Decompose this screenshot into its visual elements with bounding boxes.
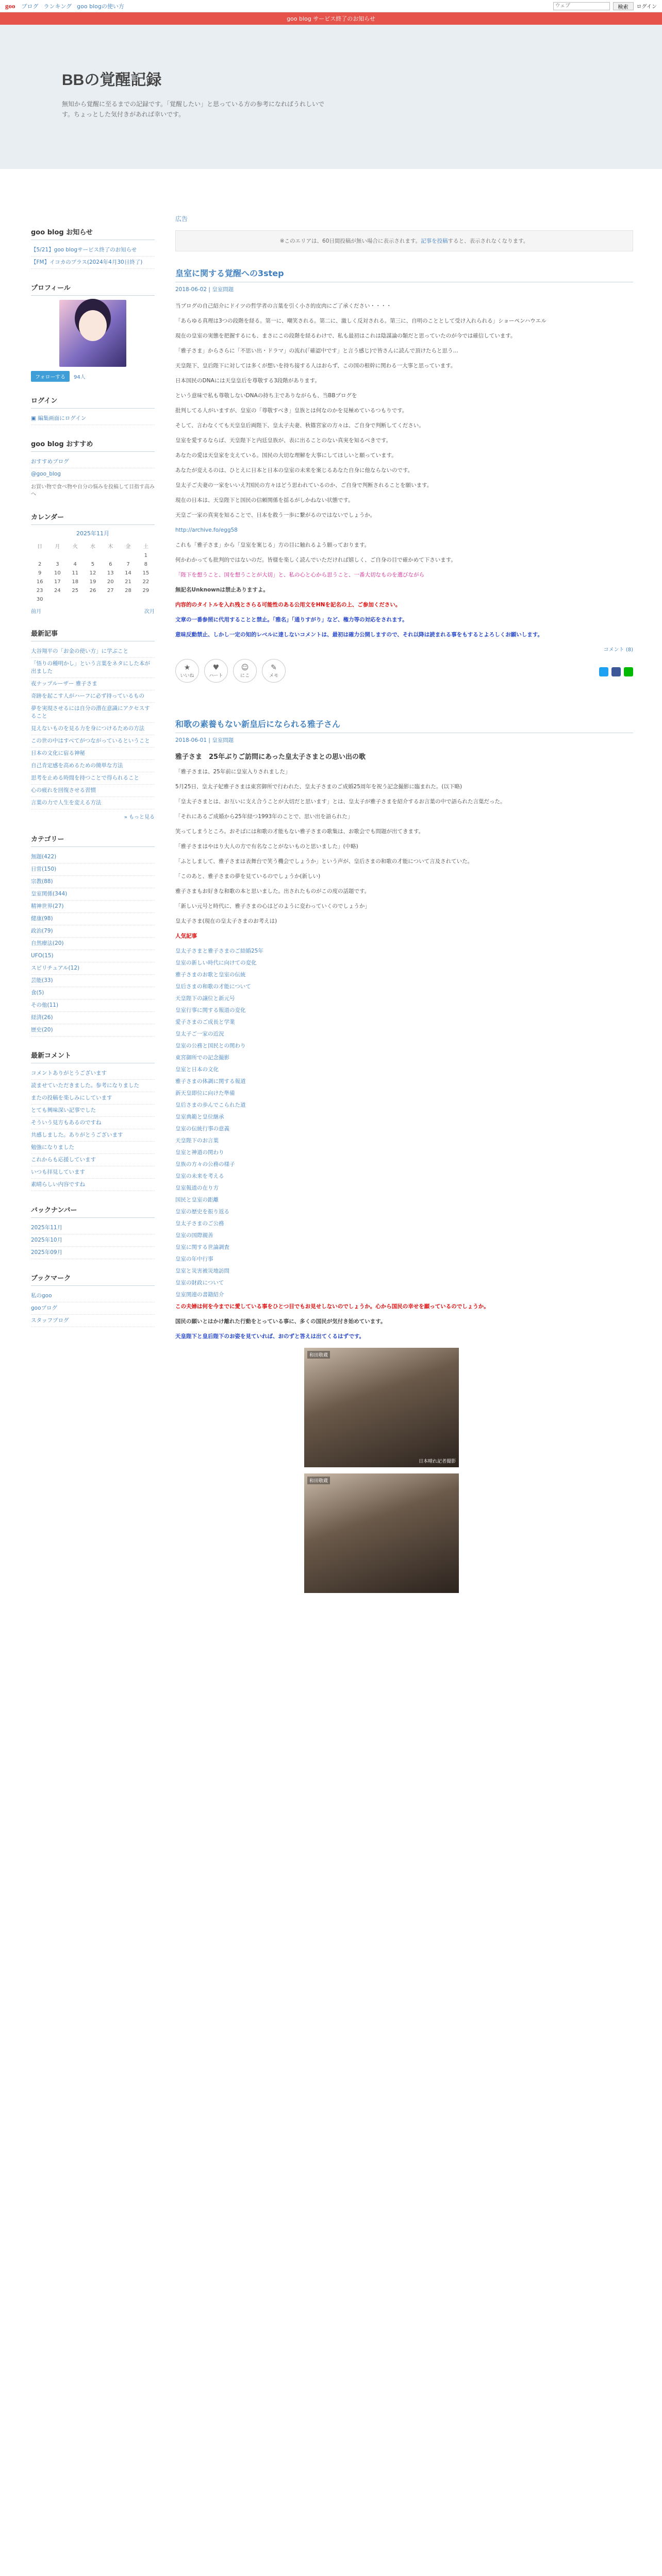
photo-2-watermark: 和田敬蔵 — [307, 1477, 330, 1484]
post-paragraph: 天皇ご一家の真実を知ることで、日本を救う一歩に繋がるのではないでしょうか。 — [175, 512, 376, 518]
calendar-table — [31, 540, 155, 604]
calendar-weekday: 日 — [37, 544, 43, 550]
post-paragraph: 皇太子ご夫妻の一家をいいえ?国民の方々はどう思われているのか、ご自身で判断されることを願います。 — [175, 482, 433, 488]
related-article-link[interactable]: 皇室と日本の文化 — [175, 1066, 219, 1073]
reaction-icon: ☺ — [241, 663, 249, 672]
edit-icon: ▣ — [31, 415, 38, 421]
related-article-link[interactable]: 皇太子さまと雅子さまのご結婚25年 — [175, 948, 263, 954]
related-article-link[interactable]: 愛子さまのご成長と学業 — [175, 1019, 235, 1025]
recent-article-item[interactable]: 自己肯定感を高めるための簡単な方法 — [31, 760, 155, 772]
calendar-day[interactable]: 18 — [72, 579, 79, 585]
post-paragraph: 天皇陛下、皇后陛下に対しては多くが想いを持ち接する人はおらず、この国の根幹に関わる一大事と思っています。 — [175, 363, 456, 369]
calendar-day[interactable]: 14 — [125, 570, 131, 576]
sidebar-categories — [31, 834, 155, 1037]
calendar-day — [137, 595, 155, 604]
post-paragraph: 「あらゆる真理は3つの段階を経る。第一に、嘲笑される。第二に、激しく反対される。第三に、自明のこととして受け入れられる」ショーペンハウエル — [175, 318, 547, 324]
calendar-day[interactable]: 11 — [72, 570, 79, 576]
blog-title[interactable]: BBの覚醒記録 — [62, 72, 162, 89]
comment-item[interactable]: 勉強になりました — [31, 1142, 155, 1154]
service-end-banner[interactable] — [0, 12, 662, 25]
related-article-link[interactable]: 皇族の方々の公務の様子 — [175, 1161, 235, 1167]
calendar-day — [102, 551, 119, 560]
recommend-footer[interactable]: お買い物で食べ物や自分の悩みを投稿して目指す高みへ — [31, 484, 155, 497]
calendar-day — [84, 595, 102, 604]
calendar-day[interactable]: 28 — [125, 588, 131, 594]
goo-logo[interactable]: goo — [5, 2, 15, 10]
post-1-after-link-1: これも「雅子さま」から「皇室を案じる」方の目に触れるよう願っております。 — [175, 542, 370, 548]
post-2-list-label: 人気記事 — [175, 933, 197, 939]
calendar-day[interactable]: 16 — [36, 579, 43, 585]
recent-article-item[interactable]: 夢を実現させるには自分の潜在意識にアクセスすること — [31, 703, 155, 723]
comment-list — [31, 1067, 155, 1191]
calendar-day[interactable]: 10 — [54, 570, 61, 576]
recent-article-item[interactable]: この世の中はすべてがつながっているということ — [31, 735, 155, 748]
post-1-archive-link[interactable]: http://archive.fo/egg58 — [175, 527, 238, 533]
calendar-day[interactable]: 24 — [54, 588, 61, 594]
main-column — [175, 214, 633, 1615]
category-item[interactable]: UFO(15) — [31, 950, 155, 962]
sidebar-heading-bookmark: ブックマーク — [31, 1273, 155, 1286]
reaction-button[interactable] — [204, 659, 228, 683]
profile-avatar[interactable] — [59, 300, 126, 367]
sidebar — [31, 227, 155, 1341]
post-paragraph: 批判してる人がいますが、皇室の「尊敬すべき」皇族とは何なのかを見極めているつもりです。 — [175, 408, 408, 414]
related-article-link[interactable]: 皇后さまの和歌の才能について — [175, 984, 251, 990]
recent-article-item[interactable]: 言葉の力で人生を変える方法 — [31, 797, 155, 809]
bookmark-item[interactable]: スタッフブログ — [31, 1315, 155, 1327]
related-article-link[interactable]: 皇室の伝統行事の意義 — [175, 1126, 229, 1132]
reaction-label: いいね — [180, 673, 194, 679]
post-paragraph: 「雅子さま」からさらに「不思い出・ドラマ」の流れ(「確認中です」と言う感じ)で皆さんに読んで頂けたらと思う… — [175, 348, 458, 354]
blog-header — [0, 25, 662, 169]
related-article-link[interactable]: 皇室行事に関する報道の変化 — [175, 1007, 246, 1013]
related-article-link[interactable]: 皇室関連の書籍紹介 — [175, 1292, 224, 1298]
recent-more-link[interactable]: » もっと見る — [124, 815, 155, 820]
ad-notice-post: すると、表示されなくなります。 — [448, 238, 529, 244]
goo-link-ranking[interactable]: ランキング — [43, 3, 72, 10]
reaction-label: ハート — [209, 673, 223, 679]
post-1-red-rule: 内容的のタイトルを入れ残とさらる可能性のある公用文をHNを記名の上、ご参加ください。 — [175, 602, 401, 608]
calendar-day[interactable]: 23 — [36, 588, 43, 594]
sidebar-heading-comments: 最新コメント — [31, 1050, 155, 1063]
twitter-share-icon[interactable] — [599, 667, 608, 676]
ad-label: 広告 — [175, 215, 188, 223]
post-1-body — [175, 301, 633, 520]
sidebar-heading-backnumber: バックナンバー — [31, 1205, 155, 1218]
post-paragraph: あなたの愛は天皇家を支えている。国民の大切な理解を大事にしてほしいと願っています。 — [175, 452, 397, 459]
sidebar-heading-recommend: goo blog おすすめ — [31, 438, 155, 452]
calendar-day[interactable]: 7 — [126, 562, 130, 567]
post-1-title[interactable]: 皇室に関する覚醒への3step — [175, 267, 633, 282]
calendar-day[interactable]: 22 — [142, 579, 150, 585]
related-article-link[interactable]: 皇室と災害被災地訪問 — [175, 1268, 229, 1274]
calendar-day — [31, 551, 48, 560]
post-2-closing-red: この夫婦は何を今までに愛している事をひとつ目でもお見せしないのでしょうか。心から国民の幸せを願っているのでしょうか。 — [175, 1303, 489, 1310]
calendar-day[interactable]: 25 — [72, 588, 79, 594]
related-article-link[interactable]: 皇室の年中行事 — [175, 1256, 213, 1262]
content-wrap — [0, 169, 662, 2576]
reaction-icon: ♥ — [212, 663, 220, 672]
related-article-link[interactable]: 雅子さまのお歌と皇室の伝統 — [175, 972, 246, 978]
facebook-share-icon[interactable] — [611, 667, 621, 676]
calendar-weekday: 木 — [108, 544, 113, 550]
comment-item[interactable]: 読ませていただきました。参考になりました — [31, 1080, 155, 1092]
post-2-photo-2[interactable] — [304, 1473, 459, 1593]
post-paragraph: あなたが変えるのは、ひとえに日本と日本の皇室の未来を案じるあなた自身に他ならないのです。 — [175, 467, 413, 473]
comment-item[interactable]: とても興味深い記事でした — [31, 1105, 155, 1117]
recent-article-item[interactable]: 夜ナップルーザー 雅子さま — [31, 678, 155, 690]
post-2-closing-blue: 天皇陛下と皇后陛下のお姿を見ていれば、おのずと答えは出てくるはずです。 — [175, 1333, 365, 1340]
calendar-day — [84, 551, 102, 560]
notice-item[interactable]: 【5/21】goo blogサービス終了のお知らせ — [31, 244, 155, 257]
sidebar-recent — [31, 628, 155, 820]
comment-item[interactable]: コメントありがとうございます — [31, 1067, 155, 1080]
comment-item[interactable]: いつも拝見しています — [31, 1166, 155, 1179]
related-article-link[interactable]: 皇室報道の在り方 — [175, 1185, 219, 1191]
bookmark-list — [31, 1290, 155, 1327]
related-article-link[interactable]: 皇室の歴史を振り返る — [175, 1209, 229, 1215]
post-2-photo[interactable] — [304, 1348, 459, 1467]
category-item[interactable]: その他(11) — [31, 999, 155, 1012]
related-article-link[interactable]: 天皇陛下の譲位と新元号 — [175, 995, 235, 1002]
bookmark-item[interactable]: 私のgoo — [31, 1290, 155, 1302]
backnumber-item[interactable]: 2025年10月 — [31, 1234, 155, 1247]
post-paragraph: 皇室を愛するならば、天皇陛下と内廷皇族が、表に出ることのない真実を知るべきです。 — [175, 437, 392, 444]
reaction-button[interactable] — [262, 659, 286, 683]
calendar-title: 2025年11月 — [76, 530, 109, 537]
service-end-text: goo blog サービス終了のお知らせ — [287, 15, 375, 22]
line-share-icon[interactable] — [624, 667, 633, 676]
sidebar-comments — [31, 1050, 155, 1191]
post-paragraph: 「皇太子さまとは、お互いに支え合うことが大切だと思います」とは、皇太子が雅子さまを紹介するお言葉の中で語られた言葉だった。 — [175, 799, 506, 805]
calendar-weekday: 金 — [125, 544, 131, 550]
related-article-link[interactable]: 雅子さまの体調に関する報道 — [175, 1078, 246, 1084]
recent-article-item[interactable]: 心の疲れを回復させる習慣 — [31, 785, 155, 797]
post-paragraph: 雅子さまもお好きな和歌の本と思いました。出されたものがこの度の話題です。 — [175, 888, 370, 894]
goo-search-button[interactable]: 検索 — [613, 2, 634, 10]
sidebar-login — [31, 395, 155, 425]
photo-watermark: 和田敬蔵 — [307, 1351, 330, 1359]
recent-article-item[interactable]: 奇跡を起こす人がハーフに必ず持っているもの — [31, 690, 155, 703]
sidebar-heading-login: ログイン — [31, 395, 155, 409]
post-2-subtitle: 雅子さま 25年ぶりご訪問にあった皇太子さまとの思い出の歌 — [175, 753, 366, 761]
post-paragraph: 「新しい元号と時代に、雅子さまの心はどのように変わっていくのでしょうか」 — [175, 903, 370, 909]
reaction-label: にこ — [240, 673, 250, 679]
calendar-day — [119, 551, 137, 560]
sidebar-heading-notices: goo blog お知らせ — [31, 227, 155, 240]
calendar-day[interactable]: 29 — [142, 588, 150, 594]
recommend-item[interactable]: @goo_blog — [31, 468, 155, 481]
reaction-icon: ✎ — [271, 663, 277, 672]
calendar-day[interactable]: 6 — [109, 562, 112, 567]
recent-article-item[interactable]: 思考を止める時間を持つことで得られること — [31, 772, 155, 785]
post-2-title[interactable]: 和歌の素養もない新皇后になられる雅子さん — [175, 718, 633, 733]
sidebar-heading-categories: カテゴリー — [31, 834, 155, 847]
post-paragraph: 現在の皇室の実態を把握するにも、まさにこの段階を経るわけで、私も最初はこれは陰謀論の類だと思っていたのが今では確信しています。 — [175, 333, 516, 339]
sidebar-backnumber — [31, 1205, 155, 1259]
post-paragraph: 「それにあるご成婚から25年経つ1993年のことで、思い出を語られた」 — [175, 814, 353, 820]
category-item[interactable]: スピリチュアル(12) — [31, 962, 155, 975]
goo-top-bar — [0, 0, 662, 12]
post-paragraph: 当ブログの自己紹介にドイツの哲学者の言葉を引く小さ的皮肉にご了承ください・・・・ — [175, 303, 392, 309]
sidebar-profile — [31, 282, 155, 382]
calendar-weekday: 土 — [143, 544, 148, 550]
post-2-article-list — [175, 946, 633, 1300]
related-article-link[interactable]: 天皇陛下のお言葉 — [175, 1138, 219, 1144]
photo-caption: 日本晴れ記者撮影 — [418, 1459, 456, 1464]
backnumber-item[interactable]: 2025年11月 — [31, 1222, 155, 1234]
related-article-link[interactable]: 皇室の国際親善 — [175, 1232, 213, 1239]
ad-notice — [175, 230, 633, 251]
category-item[interactable]: 宗教(88) — [31, 876, 155, 888]
category-item[interactable]: 健康(98) — [31, 913, 155, 925]
calendar-day — [119, 595, 137, 604]
related-article-link[interactable]: 皇室の未来を考える — [175, 1173, 224, 1179]
related-article-link[interactable]: 皇室の公務と国民との関わり — [175, 1043, 246, 1049]
calendar-day[interactable]: 30 — [36, 597, 43, 602]
related-article-link[interactable]: 皇室に関する世論調査 — [175, 1244, 229, 1250]
calendar-day[interactable]: 1 — [144, 553, 148, 558]
reaction-button[interactable] — [233, 659, 257, 683]
goo-search-input[interactable] — [553, 2, 610, 10]
sidebar-calendar — [31, 512, 155, 615]
follower-count[interactable]: 94人 — [74, 375, 86, 380]
post-1 — [175, 267, 633, 679]
post-paragraph: 「ふとしまして、雅子さまは表舞台で笑う機会でしょうか」という声が、皇后さまの和歌の才能について言及されていた。 — [175, 858, 473, 865]
post-1-after-link-2: 何かわかっても批判的ではないのだ。皆様を楽しく読んでいただければ嬉しく、ご自身の目で確かめて下さいます。 — [175, 557, 456, 563]
calendar-day[interactable]: 5 — [91, 562, 95, 567]
category-item[interactable]: 食(5) — [31, 987, 155, 999]
recent-article-item[interactable]: 日本の文化に宿る神秘 — [31, 748, 155, 760]
comment-item[interactable]: 素晴らしい内容ですね — [31, 1179, 155, 1191]
post-1-highlight: 「陛下を想うこと、国を想うことが大切」と、私の心と心から思うこと、一番大切なものを選びながら — [175, 572, 424, 578]
related-article-link[interactable]: 東宮御所での記念撮影 — [175, 1055, 229, 1061]
post-paragraph: 「雅子さまはやはり大人の方で有名なことがないものと思いました」(中略) — [175, 843, 358, 850]
calendar-day[interactable]: 12 — [89, 570, 96, 576]
category-item[interactable]: 経済(26) — [31, 1012, 155, 1024]
post-paragraph: 5月25日、皇太子妃雅子さまは東宮御所で行われた、皇太子さまのご成婚25周年を祝う記念撮影に臨まれた。(以下略) — [175, 784, 462, 790]
calendar-day[interactable]: 15 — [142, 570, 150, 576]
recommend-item[interactable]: おすすめブログ — [31, 456, 155, 468]
login-link[interactable] — [31, 413, 155, 425]
calendar-day[interactable]: 20 — [107, 579, 114, 585]
sidebar-bookmark — [31, 1273, 155, 1327]
related-article-link[interactable]: 皇太子ご一家の近況 — [175, 1031, 224, 1037]
post-2-body — [175, 767, 633, 926]
recent-list — [31, 646, 155, 809]
sidebar-recommend — [31, 438, 155, 498]
backnumber-list — [31, 1222, 155, 1259]
post-paragraph: 「雅子さまは、25年前に皇室入りされました」 — [175, 769, 291, 775]
post-1-comment-link[interactable]: コメント (8) — [603, 647, 633, 653]
calendar-weekday: 月 — [55, 544, 60, 550]
calendar-day[interactable]: 8 — [144, 562, 148, 567]
post-paragraph: 皇太子さま(現在の皇太子さまのお考えは) — [175, 918, 277, 924]
calendar-next-month[interactable]: 次月 — [144, 609, 155, 615]
post-paragraph: 現在の日本は、天皇陛下と国民の信頼関係を揺るがしかねない状態です。 — [175, 497, 354, 503]
post-1-blue-rule: 文章の一番参照に代用することと禁止。「雅名」「通りすがり」など、権力等の対応をされます。 — [175, 617, 408, 623]
related-article-link[interactable]: 皇室の財政について — [175, 1280, 224, 1286]
category-item[interactable]: 芸能(33) — [31, 975, 155, 987]
category-item[interactable]: 精神世界(27) — [31, 901, 155, 913]
calendar-prev-month[interactable]: 前月 — [31, 609, 41, 615]
related-article-link[interactable]: 新天皇即位に向けた準備 — [175, 1090, 235, 1096]
category-item[interactable]: 皇室関係(344) — [31, 888, 155, 901]
calendar-day[interactable]: 13 — [107, 570, 114, 576]
calendar-day — [48, 551, 66, 560]
sidebar-heading-profile: プロフィール — [31, 282, 155, 296]
calendar-day — [67, 595, 84, 604]
calendar-day[interactable]: 4 — [73, 562, 77, 567]
calendar-day[interactable]: 9 — [38, 570, 42, 576]
notice-item[interactable]: 【FM】イコカのプラス(2024年4月30日終了) — [31, 257, 155, 269]
category-item[interactable]: 日常(150) — [31, 863, 155, 876]
post-1-blue-rule-2: 意味反動禁止、しかし一定の知的レベルに達しないコメントは、最初は確力公開しますので、それ以降は読まれる事をもするとよろしくお願いします。 — [175, 632, 543, 638]
post-paragraph: 笑ってしまうところ。おそばには和歌の才能もない雅子さまの歌集は、お歌会でも問題が出てきます。 — [175, 828, 424, 835]
related-article-link[interactable]: 皇室典範と皇位継承 — [175, 1114, 224, 1120]
recent-article-item[interactable]: 大谷翔平の「お金の使い方」に学ぶこと — [31, 646, 155, 658]
comment-item[interactable]: 共感しました。ありがとうございます — [31, 1129, 155, 1142]
goo-login-link[interactable]: ログイン — [636, 4, 657, 10]
post-paragraph: という意味で私も尊敬しないDNAの持ち主でありながらも、当BBブログを — [175, 393, 357, 399]
ad-notice-pre: ※このエリアは、60日間投稿が無い場合に表示されます。 — [279, 238, 421, 244]
backnumber-item[interactable]: 2025年09月 — [31, 1247, 155, 1259]
calendar-day — [102, 595, 119, 604]
comment-item[interactable]: またの投稿を楽しみにしています — [31, 1092, 155, 1105]
category-list — [31, 851, 155, 1037]
calendar-weekday: 火 — [72, 544, 78, 550]
category-item[interactable]: 無題(422) — [31, 851, 155, 863]
sidebar-heading-calendar: カレンダー — [31, 512, 155, 525]
related-article-link[interactable]: 皇室の新しい時代に向けての変化 — [175, 960, 257, 966]
category-item[interactable]: 自然療法(20) — [31, 938, 155, 950]
calendar-day[interactable]: 26 — [89, 588, 96, 594]
calendar-day[interactable]: 27 — [107, 588, 114, 594]
post-2-meta[interactable]: 2018-06-01 | 皇室問題 — [175, 737, 234, 743]
login-link-text: 編集画面にログイン — [38, 415, 87, 421]
related-article-link[interactable]: 皇室と神道の関わり — [175, 1149, 224, 1156]
recommend-list — [31, 456, 155, 481]
sidebar-heading-recent: 最新記事 — [31, 628, 155, 641]
post-paragraph: 日本国民のDNAには天皇皇后を尊敬する3段階があります。 — [175, 378, 320, 384]
post-2-closing-black: 国民の願いとはかけ離れた行動をとっている事に、多くの国民が気付き始めています。 — [175, 1318, 386, 1325]
related-article-link[interactable]: 皇后さまの歩んでこられた道 — [175, 1102, 246, 1108]
bookmark-item[interactable]: gooブログ — [31, 1302, 155, 1315]
calendar-day[interactable]: 3 — [56, 562, 59, 567]
reaction-label: メモ — [269, 673, 278, 679]
post-1-unknown-rule: 無記名Unknownは禁止ありますよ。 — [175, 587, 269, 593]
calendar-day — [48, 595, 66, 604]
sidebar-notices — [31, 227, 155, 269]
comment-item[interactable]: そういう見方もあるのですね — [31, 1117, 155, 1129]
blog-description: 無知から覚醒に至るまでの記録です。「覚醒したい」と思っている方の参考になればうれしいです。ちょっとした気付きがあれば幸いです。 — [62, 100, 325, 118]
calendar-day[interactable]: 19 — [89, 579, 96, 585]
notice-list — [31, 244, 155, 269]
calendar-day[interactable]: 2 — [38, 562, 42, 567]
calendar-day — [67, 551, 84, 560]
calendar-weekday: 水 — [90, 544, 95, 550]
recent-article-item[interactable]: 見えないものを見る力を身につけるための方法 — [31, 723, 155, 735]
reaction-button[interactable] — [175, 659, 199, 683]
post-2 — [175, 718, 633, 1593]
post-1-meta[interactable]: 2018-06-02 | 皇室問題 — [175, 286, 234, 293]
post-paragraph: 「このあと、雅子さまの夢を見ているのでしょうか(新しい) — [175, 873, 321, 879]
related-article-link[interactable]: 皇太子さまのご公務 — [175, 1221, 224, 1227]
goo-link-howto[interactable]: goo blogの使い方 — [77, 3, 124, 10]
reaction-icon: ★ — [184, 663, 191, 672]
goo-link-blog[interactable]: ブログ — [21, 3, 39, 10]
category-item[interactable]: 政治(79) — [31, 925, 155, 938]
calendar-day[interactable]: 21 — [125, 579, 131, 585]
category-item[interactable]: 歴史(20) — [31, 1024, 155, 1037]
follow-button[interactable]: フォローする — [31, 371, 70, 382]
post-article-link[interactable]: 記事を投稿 — [421, 238, 448, 244]
comment-item[interactable]: これからも応援しています — [31, 1154, 155, 1166]
related-article-link[interactable]: 国民と皇室の距離 — [175, 1197, 219, 1203]
calendar-day[interactable]: 17 — [54, 579, 61, 585]
recent-article-item[interactable]: 「悟りの種明かし」という言葉をネタにした本が出ました — [31, 658, 155, 678]
post-paragraph: そして、言わなくても天皇皇后両陛下、皇太子夫妻、秋篠宮家の方々は、ご自身で判断してください。 — [175, 422, 424, 429]
